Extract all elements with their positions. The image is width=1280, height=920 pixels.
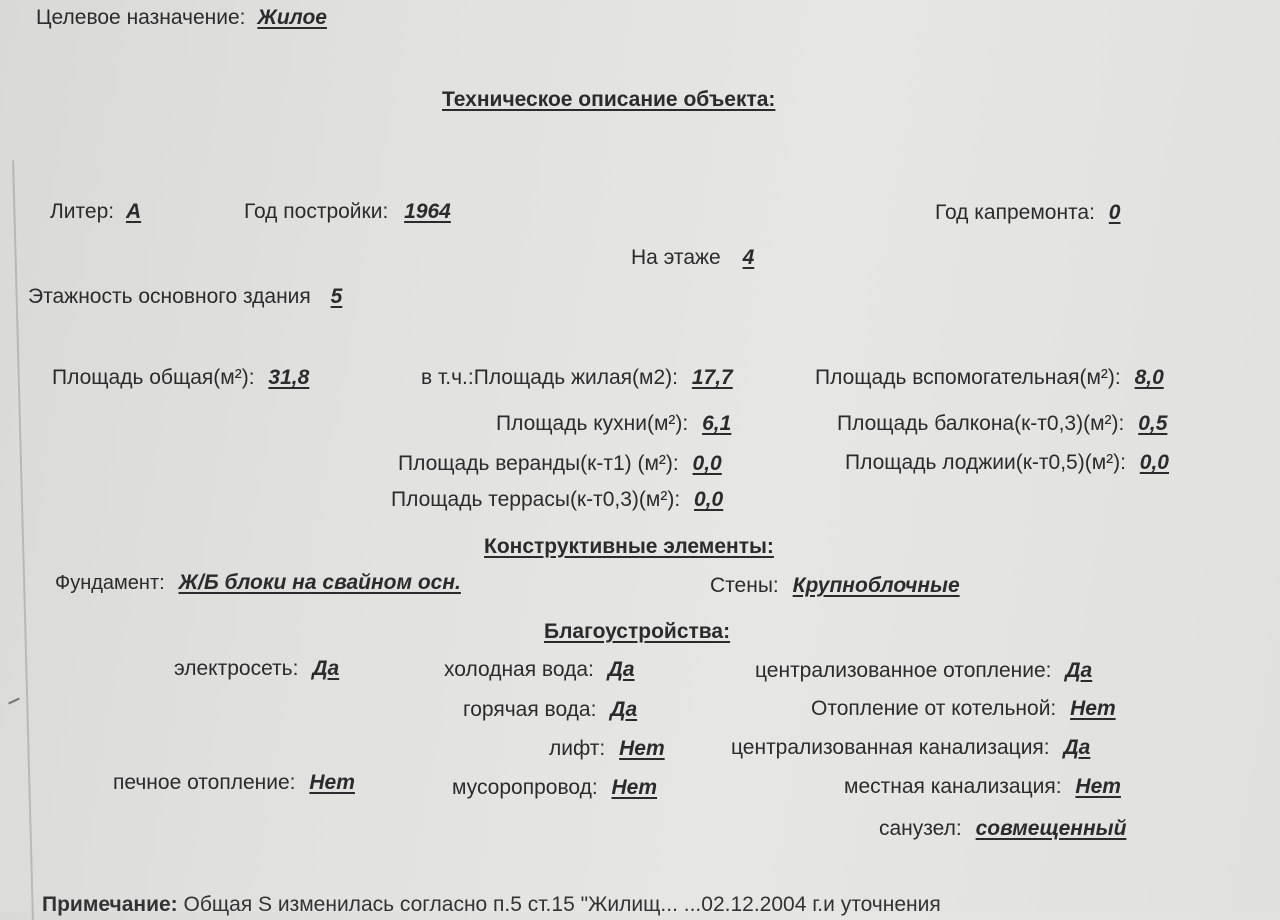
walls-value: Крупноблочные bbox=[792, 574, 960, 597]
pen-mark bbox=[8, 698, 20, 705]
amenity-elevator-value: Нет bbox=[619, 737, 665, 760]
amenity-central-heating bbox=[755, 659, 1092, 683]
area-living-row bbox=[421, 366, 733, 390]
amenity-cold-water bbox=[444, 658, 635, 682]
amenity-stove-heating-value: Нет bbox=[309, 771, 355, 794]
amenity-stove-heating-label: печное отопление: bbox=[113, 771, 296, 794]
floors-label: Этажность основного здания bbox=[28, 285, 311, 308]
amenity-boiler-heating bbox=[811, 697, 1116, 721]
foundation-label: Фундамент: bbox=[55, 572, 165, 594]
area-loggia-value: 0,0 bbox=[1139, 451, 1169, 474]
note-text: Общая S изменилась согласно п.5 ст.15 "Жилищ... ...02.12.2004 г.и уточнения bbox=[183, 893, 941, 916]
amenity-local-sewer-value: Нет bbox=[1075, 775, 1121, 798]
amenity-garbage-chute-value: Нет bbox=[611, 776, 658, 799]
area-loggia-row bbox=[845, 451, 1169, 475]
area-aux-row bbox=[815, 366, 1164, 390]
amenity-hot-water bbox=[463, 698, 637, 722]
area-kitchen-value: 6,1 bbox=[702, 412, 732, 435]
note-label: Примечание: bbox=[42, 893, 178, 916]
repair-year-row bbox=[935, 201, 1120, 225]
area-balcony-label: Площадь балкона(к-т0,3)(м²): bbox=[837, 412, 1125, 435]
floors-row bbox=[28, 285, 342, 309]
purpose-label: Целевое назначение: bbox=[36, 6, 246, 29]
floor-label: На этаже bbox=[631, 246, 721, 269]
amenity-local-sewer bbox=[844, 775, 1121, 799]
amenity-central-heating-value: Да bbox=[1065, 659, 1093, 682]
floors-value: 5 bbox=[330, 285, 343, 308]
area-veranda-label: Площадь веранды(к-т1) (м²): bbox=[398, 452, 679, 475]
liter-label: Литер: bbox=[50, 200, 115, 223]
build-year-label: Год постройки: bbox=[244, 200, 389, 223]
repair-year-label: Год капремонта: bbox=[935, 201, 1095, 224]
amenity-bathroom bbox=[879, 817, 1126, 841]
purpose-value: Жилое bbox=[257, 6, 327, 29]
amenity-hot-water-label: горячая вода: bbox=[463, 698, 597, 721]
amenity-hot-water-value: Да bbox=[610, 698, 638, 721]
amenity-electric-label: электросеть: bbox=[174, 657, 299, 680]
build-year-row bbox=[244, 200, 451, 224]
area-kitchen-label: Площадь кухни(м²): bbox=[496, 412, 689, 435]
area-total-label: Площадь общая(м²): bbox=[52, 366, 255, 389]
area-total-value: 31,8 bbox=[268, 366, 310, 389]
amenity-local-sewer-label: местная канализация: bbox=[844, 775, 1062, 798]
amenity-elevator-label: лифт: bbox=[549, 737, 606, 760]
liter-value: А bbox=[125, 200, 142, 223]
area-terrace-label: Площадь террасы(к-т0,3)(м²): bbox=[391, 488, 681, 511]
area-aux-value: 8,0 bbox=[1134, 366, 1164, 389]
amenity-boiler-heating-label: Отопление от котельной: bbox=[811, 697, 1057, 720]
page-fold-line bbox=[12, 160, 58, 920]
amenity-central-sewer-label: централизованная канализация: bbox=[731, 736, 1050, 759]
area-terrace-value: 0,0 bbox=[694, 488, 724, 511]
amenity-garbage-chute bbox=[452, 776, 657, 800]
area-loggia-label: Площадь лоджии(к-т0,5)(м²): bbox=[845, 451, 1126, 474]
purpose-row bbox=[36, 6, 327, 30]
page-title: Техническое описание объекта: bbox=[442, 88, 776, 111]
amenity-garbage-chute-label: мусоропровод: bbox=[452, 776, 598, 799]
area-balcony-row bbox=[837, 412, 1167, 436]
area-veranda-value: 0,0 bbox=[692, 452, 722, 475]
area-aux-label: Площадь вспомогательная(м²): bbox=[815, 366, 1121, 389]
amenity-electric-value: Да bbox=[312, 657, 340, 680]
amenity-central-heating-label: централизованное отопление: bbox=[755, 659, 1052, 682]
note-row bbox=[42, 893, 941, 917]
area-balcony-value: 0,5 bbox=[1138, 412, 1168, 435]
foundation-value: Ж/Б блоки на свайном осн. bbox=[178, 571, 461, 594]
foundation-row bbox=[55, 571, 461, 595]
amenity-boiler-heating-value: Нет bbox=[1070, 697, 1116, 720]
area-veranda-row bbox=[398, 452, 722, 476]
area-living-value: 17,7 bbox=[691, 366, 733, 389]
amenity-bathroom-label: санузел: bbox=[879, 817, 962, 840]
amenities-heading: Благоустройства: bbox=[544, 620, 731, 643]
amenity-cold-water-label: холодная вода: bbox=[444, 658, 594, 681]
amenity-bathroom-value: совмещенный bbox=[975, 817, 1127, 840]
build-year-value: 1964 bbox=[404, 200, 451, 223]
construction-heading: Конструктивные элементы: bbox=[484, 535, 774, 558]
floor-value: 4 bbox=[742, 246, 755, 269]
amenity-elevator bbox=[549, 737, 665, 761]
area-terrace-row bbox=[391, 488, 723, 512]
amenity-central-sewer-value: Да bbox=[1063, 736, 1091, 759]
area-kitchen-row bbox=[496, 412, 731, 436]
amenity-stove-heating bbox=[113, 771, 355, 795]
area-total-row bbox=[52, 366, 309, 390]
walls-label: Стены: bbox=[710, 574, 779, 597]
amenity-cold-water-value: Да bbox=[607, 658, 635, 681]
repair-year-value: 0 bbox=[1108, 201, 1121, 224]
liter-row bbox=[50, 200, 141, 224]
area-living-label: в т.ч.:Площадь жилая(м2): bbox=[421, 366, 678, 389]
amenity-electric bbox=[174, 657, 339, 681]
floor-row bbox=[631, 246, 754, 270]
amenity-central-sewer bbox=[731, 736, 1090, 760]
walls-row bbox=[710, 574, 960, 598]
